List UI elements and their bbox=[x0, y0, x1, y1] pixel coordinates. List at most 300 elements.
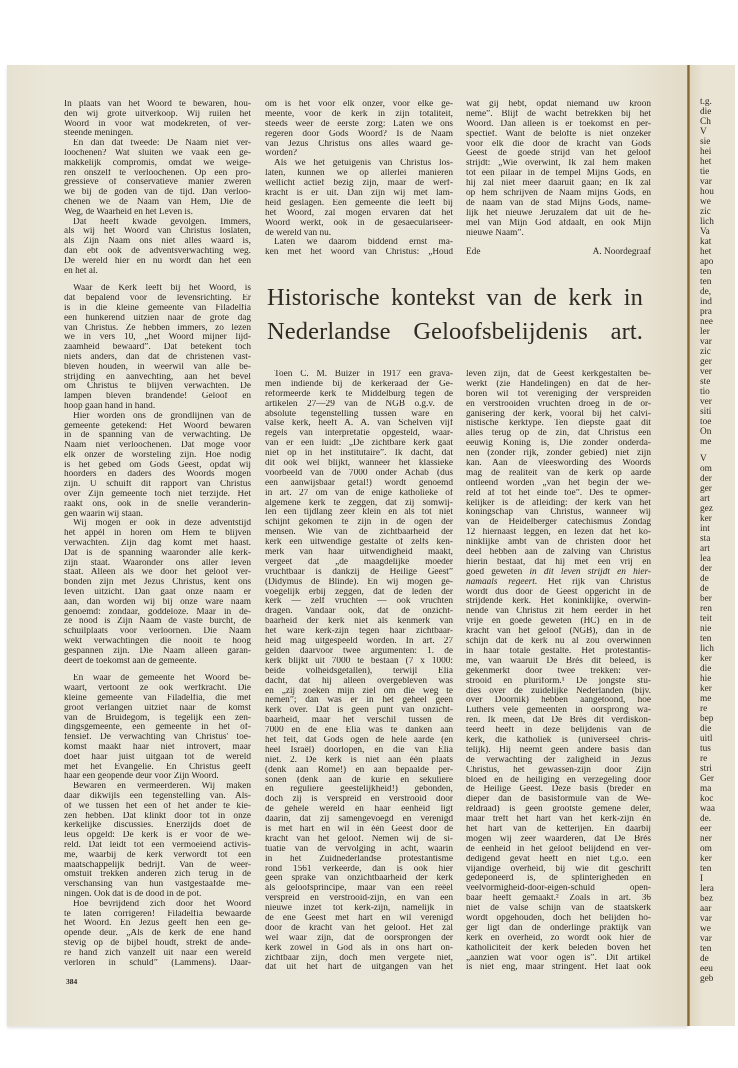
right-column-top bbox=[466, 100, 651, 238]
text-line: we bbox=[700, 197, 711, 207]
text-line: staat. Alleen als we door het geloof ver- bbox=[64, 568, 251, 578]
text-line: wordt dus door de Geest opgericht in de bbox=[466, 587, 651, 597]
text-line: het bbox=[700, 247, 712, 257]
text-line: omstuit trekken anderen zich terug in de bbox=[64, 870, 251, 880]
text-line: uitl bbox=[700, 734, 713, 744]
text-line: nistische kerktype. Ten diepste gaat dit bbox=[466, 419, 651, 429]
text-line: kracht van het geloof (NGB), dan in de bbox=[466, 627, 651, 637]
text-line: van de Bruidegom, is tegelijk een zen- bbox=[64, 713, 251, 723]
text-line: tuatie van de vervolging in acht, waarin bbox=[265, 844, 453, 854]
text-line: leus opgeld: De kerk is er voor de we- bbox=[64, 831, 251, 841]
text-line: is het gebed om Gods Geest, opdat wij bbox=[64, 460, 251, 470]
text-line: der bbox=[700, 474, 712, 484]
text-line: mag de realiteit van de kerk op aarde bbox=[466, 468, 651, 478]
text-line: lich bbox=[700, 644, 714, 654]
text-line: vrije en goede geweten (HC) en in de bbox=[466, 617, 651, 627]
text-line: reldraad) is geen grootste gemene deler, bbox=[466, 805, 651, 815]
text-line: niets anders, dan dat de christenen vast- bbox=[64, 352, 251, 362]
text-line: we bbox=[700, 924, 711, 934]
text-line: geb bbox=[700, 974, 714, 984]
article-signature bbox=[466, 247, 651, 257]
text-line: lera bbox=[700, 884, 714, 894]
text-line: Waar de Kerk leeft bij het Woord, is bbox=[73, 284, 251, 294]
text-line: Hier worden ons de grondlijnen van de bbox=[73, 411, 251, 421]
text-line bbox=[466, 568, 651, 578]
text-line: heid geslagen. Een gemeente die leeft bij bbox=[265, 198, 453, 208]
right-page-text-fragments bbox=[700, 97, 735, 984]
text-line: zic bbox=[700, 347, 711, 357]
text-line: fensief. De verwachting van Christus' toe- bbox=[64, 733, 251, 743]
text-line: in het Zuidnederlandse protestantisme bbox=[265, 854, 453, 864]
text-line: ten bbox=[700, 267, 712, 277]
text-line: art bbox=[700, 494, 710, 504]
article-title-line-1: Historische kontekst van de kerk in bbox=[267, 284, 643, 311]
paragraph bbox=[265, 159, 453, 238]
text-line: teerd heeft in deze belijdenis van de bbox=[466, 726, 651, 736]
text-line: ten bbox=[700, 944, 712, 954]
text-line: var bbox=[700, 934, 712, 944]
text-line: algemene kerk te zeggen, dat zij somwij- bbox=[265, 498, 453, 508]
text-line: gedeponeerd is, de splinterigheden en bbox=[466, 874, 651, 884]
text-line: niet de valse schijn van de staatskerk bbox=[466, 904, 651, 914]
text-line: ver bbox=[700, 397, 712, 407]
text-line: wel waar zijn, dat de oorsprongen der bbox=[265, 933, 453, 943]
text-line: deel hebben aan de zalving van Christus bbox=[466, 548, 651, 558]
text-line: chenen we de Naam van Hem, Die de bbox=[64, 197, 251, 207]
text-line bbox=[466, 578, 651, 588]
text-line: zijn. U schuift dit rapport van Christus bbox=[64, 480, 251, 490]
paragraph bbox=[466, 370, 651, 973]
text-line: raakt ons, ook in de snelle veranderin- bbox=[64, 499, 251, 509]
text-line: gen waarin wij staan. bbox=[64, 509, 143, 519]
paragraph bbox=[64, 674, 251, 782]
text-line: ker bbox=[700, 654, 712, 664]
text-line: deert de toekomst aan de gemeente. bbox=[64, 656, 197, 666]
text-line: in art. 27 om van de enige katholieke of bbox=[265, 488, 453, 498]
text-line: kleine gemeente van Filadelfia, die met bbox=[64, 694, 251, 704]
text-line: hij zal niet meer daaruit gaan; en Ik zal bbox=[466, 179, 651, 189]
text-line: verschansing van hun vastgestaafde me- bbox=[64, 880, 251, 890]
text-line: Ch bbox=[700, 117, 711, 127]
text-line: ver bbox=[700, 367, 712, 377]
text-line: ze nood is Zijn Naam de vaste burcht, de bbox=[64, 617, 251, 627]
text-line: var bbox=[700, 177, 712, 187]
text-line: me bbox=[700, 694, 712, 704]
text-line: ten bbox=[700, 864, 712, 874]
text-line: ner bbox=[700, 834, 712, 844]
text-line: strooid en pluriform.¹ De jongste stu- bbox=[466, 676, 651, 686]
paragraph bbox=[700, 454, 735, 984]
text-line: aan, dan worden wij bij onze ware naam bbox=[64, 597, 251, 607]
text-line: om Christus te blijven verwachten. De bbox=[64, 382, 251, 392]
text-line: ber bbox=[700, 594, 712, 604]
text-line: ningen. Ook dat is de dood in de pot. bbox=[64, 889, 202, 899]
text-line: voor elk die door de kracht van Gods bbox=[466, 139, 651, 149]
text-line: elk onzer de worsteling zijn. Hoe nodig bbox=[64, 450, 251, 460]
text-line: dacht, dat hij alleen overgebleven was bbox=[265, 676, 453, 686]
text-line: merk van haar uitwendigheid maakt, bbox=[265, 548, 453, 558]
text-line: toe bbox=[700, 417, 712, 427]
text-line: vijandige overheid, bij wie dit geschrift bbox=[466, 864, 651, 874]
text-line: verloren in schuld” (Lammens). Daar- bbox=[64, 958, 251, 968]
text-line: ontleend worden „van het begin der we- bbox=[466, 478, 651, 488]
text-line: de gehele wereld en haar eenheid ligt bbox=[265, 805, 453, 815]
text-line: der bbox=[700, 564, 712, 574]
text-line: ler bbox=[700, 327, 710, 337]
text-line: pra bbox=[700, 307, 712, 317]
text-line: Wij mogen er ook in deze adventstijd bbox=[73, 519, 251, 529]
text-line: ind bbox=[700, 297, 712, 307]
text-line: geen sprake van onzichtbaarheid der kerk bbox=[265, 874, 453, 884]
paragraph bbox=[466, 100, 651, 238]
text-line: 7000 en de ene Elia was te danken aan bbox=[265, 726, 453, 736]
right-page-edge bbox=[690, 65, 735, 1026]
text-segment: goed geweten bbox=[466, 567, 530, 577]
text-line: me, van waaruit De Brès dit beleed, is bbox=[466, 656, 651, 666]
text-line: dies over de zuidelijke Nederlanden (bijv. bbox=[466, 686, 651, 696]
text-line: ger bbox=[700, 357, 712, 367]
text-line: hei bbox=[700, 147, 712, 157]
text-line: waa bbox=[700, 804, 715, 814]
text-line: schijn dat de kerk nu al zou overwinnen bbox=[466, 637, 651, 647]
text-line: het appèl in horen om Hem te blijven bbox=[64, 529, 251, 539]
text-line: dat uit het hart de uitgangen van het bbox=[265, 963, 453, 973]
text-line: hierin bestaat, dat hij met een vrij en bbox=[466, 557, 651, 567]
text-line: opende deur. „Als de kerk de ene hand bbox=[64, 929, 251, 939]
text-line: alles terug op de zin, dat Christus een bbox=[466, 429, 651, 439]
text-line: (denk aan Rome!) en aan bepaalde per- bbox=[265, 765, 453, 775]
text-line: lich bbox=[700, 217, 714, 227]
text-line: over Zijn gemeente toch niet terzijde. Het bbox=[64, 490, 251, 500]
text-line: zijn staat. Waaronder ons aller leven bbox=[64, 558, 251, 568]
text-line: ker bbox=[700, 684, 712, 694]
text-line: ger bbox=[700, 484, 712, 494]
text-line: Toen C. M. Buizer in 1917 een grava- bbox=[274, 370, 453, 379]
text-line: On bbox=[700, 427, 712, 437]
text-line: ren bbox=[700, 604, 712, 614]
text-line: wellicht actief bezig zijn, maar de werf- bbox=[265, 179, 453, 189]
text-line: In plaats van het Woord te bewaren, hou- bbox=[64, 100, 251, 109]
text-line: in haar totale gestalte. Het protestantis- bbox=[466, 646, 651, 656]
text-line: mogen wij zeer waarderen, dat De Brès bbox=[466, 834, 651, 844]
text-line: Hoe bevrijdend zich door het Woord bbox=[73, 899, 251, 909]
text-line: wordt opgehouden, doch het belijden ho- bbox=[466, 913, 651, 923]
text-line: Woord. Dan alleen is er toekomst en per- bbox=[466, 119, 651, 129]
text-line: absolute tegenstelling tussen ware en bbox=[265, 409, 453, 419]
text-line: sonen (denk aan de kurie en sekuliere bbox=[265, 775, 453, 785]
text-line: ten bbox=[700, 277, 712, 287]
text-line: om bbox=[700, 844, 712, 854]
text-line: kerk, die katholiek is (universeel chris- bbox=[466, 735, 651, 745]
text-line: of we tussen het een of het ander te kie- bbox=[64, 801, 251, 811]
text-line: het hart van de ketterijen. En daarbij bbox=[466, 824, 651, 834]
text-line: kerkelijke discussies. Enerzijds doet de bbox=[64, 821, 251, 831]
text-line: als Zijn Naam ons niet alles waard is, bbox=[64, 237, 251, 247]
text-line: neme”. Blijf de wacht betrekken bij het bbox=[466, 109, 651, 119]
text-line: ken met het woord van Christus: „Houd bbox=[265, 248, 453, 258]
text-line: gemeente getekend: Het Woord bewaren bbox=[64, 421, 251, 431]
text-segment: in dit leven strijdt en hier- bbox=[529, 567, 651, 577]
text-line: daarin, dat zij samengevoegd en verenigd bbox=[265, 815, 453, 825]
signature-author: A. Noordegraaf bbox=[592, 247, 651, 257]
text-line: reld af tot het einde toe”. Des te opmer- bbox=[466, 488, 651, 498]
paragraph bbox=[64, 900, 251, 969]
text-line: ganisering der kerk, vooral bij het calvi- bbox=[466, 409, 651, 419]
signature-place: Ede bbox=[466, 247, 481, 257]
text-line: en „zij zoeken mijn ziel om die weg te bbox=[265, 686, 453, 696]
text-line: steende meningen. bbox=[64, 129, 134, 139]
text-line: gespannen zijn. Die Naam alleen garan- bbox=[64, 646, 251, 656]
text-line: hou bbox=[700, 187, 714, 197]
text-line: (Didymus de Blinde). En wij mogen ge- bbox=[265, 577, 453, 587]
text-line: rond 1561 verkeerde, dan is ook hier bbox=[265, 864, 453, 874]
text-line: hoop gaan hand in hand. bbox=[64, 401, 156, 411]
text-line: verspreid en verstrooid-zijn, en van een bbox=[265, 894, 453, 904]
paragraph bbox=[265, 238, 453, 258]
text-line: baarheid der kerk niet als kenmerk van bbox=[265, 617, 453, 627]
text-line: schuilplaats voor verloornen. Die Naam bbox=[64, 627, 251, 637]
text-line: komst maakt haar niet introvert, maar bbox=[64, 743, 251, 752]
text-line: t.g. bbox=[700, 97, 712, 107]
left-column bbox=[64, 100, 251, 968]
text-line: werkt (zie Handelingen) en dat de her- bbox=[466, 379, 651, 389]
text-line: genoemd: zondaar, goddeloze. Maar in de- bbox=[64, 607, 251, 617]
text-line: kerk zowel in God als in ons hart on- bbox=[265, 943, 453, 953]
text-line: doet haar juist uitgaan tot de wereld bbox=[64, 752, 251, 762]
text-line: baar heeft gemaakt.² Zoals in art. 36 bbox=[466, 894, 651, 904]
text-line: artikelen 27—29 van de NGB o.g.v. de bbox=[265, 399, 453, 409]
text-line: telijk). Hij neemt geen andere basis dan bbox=[466, 745, 651, 755]
paragraph bbox=[64, 782, 251, 900]
text-line: en verstrooiden vruchten droeg in de or- bbox=[466, 399, 651, 409]
text-line: koc bbox=[700, 794, 714, 804]
text-line: van Christus. Ze hebben immers, zo lezen bbox=[64, 323, 251, 333]
middle-column-top bbox=[265, 100, 453, 258]
text-line: dat bepalend voor de levensrichting. Er bbox=[64, 294, 251, 304]
text-line: gelden daarvoor twee argumenten: 1. de bbox=[265, 646, 453, 656]
text-line: op hem schrijven de Naam mijns Gods, en bbox=[466, 189, 651, 199]
text-line: lea bbox=[700, 554, 711, 564]
text-line: Bewaren en vermeerderen. Wij maken bbox=[73, 782, 251, 792]
text-line: kerk een uitwendige gestalte of zelfs ken- bbox=[265, 538, 453, 548]
text-line: de eenheid in het geloof belijdend en ver- bbox=[466, 844, 651, 854]
text-line: voegelijk erbij zeggen, dat de leden der bbox=[265, 587, 453, 597]
text-line: zic bbox=[700, 207, 711, 217]
text-line: kracht is er uit. Dan zijn wij met lam- bbox=[265, 189, 453, 199]
text-line: voorbeeld van de 7000 onder Achab (dus bbox=[265, 468, 453, 478]
text-line: ste bbox=[700, 377, 711, 387]
text-line: lijk het nieuwe Jeruzalem dat uit de he- bbox=[466, 208, 651, 218]
text-line: boren wil tot vereniging der verspreiden bbox=[466, 389, 651, 399]
text-line: van de Heidelberger catechismus Zondag bbox=[466, 518, 651, 528]
text-line: is in die kleine gemeente van Filadelfia bbox=[64, 303, 251, 313]
paragraph bbox=[64, 218, 251, 277]
text-line: Woord in voor wat modekreten, of ver- bbox=[64, 119, 251, 129]
text-line: ker bbox=[700, 514, 712, 524]
text-line: maar treft het hart van het kerk-zijn én bbox=[466, 815, 651, 825]
text-line: heel Israël) doorlopen, en die van Elia bbox=[265, 745, 453, 755]
text-line: over Doornik) hebben aangetoond, hoe bbox=[466, 696, 651, 706]
text-line: kat bbox=[700, 237, 712, 247]
text-line: gressieve of conservatieve manier zweren bbox=[64, 178, 251, 188]
text-line: gekenmerkt door twee trekken: ver- bbox=[466, 666, 651, 676]
text-line: kerk blijkt uit 7000 te bestaan (7 x 1000: bbox=[265, 656, 453, 666]
text-line: teit bbox=[700, 614, 712, 624]
text-line: mel van Mijn God afdaalt, en ook Mijn bbox=[466, 218, 651, 228]
text-line: baarheid, maar het verschil tussen de bbox=[265, 716, 453, 726]
text-line: als wij het Woord van Christus loslaten, bbox=[64, 227, 251, 237]
text-line: kerk en overheid, zo wordt ook hier de bbox=[466, 933, 651, 943]
text-line: door de kracht van het geloof. Het zal bbox=[265, 923, 453, 933]
text-line: kerk — zelf vruchten — ook vruchten bbox=[265, 597, 453, 607]
text-line: dedigend gevat heeft en niet t.g.o. een bbox=[466, 854, 651, 864]
text-line: katholiciteit der kerk beleden boven het bbox=[466, 943, 651, 953]
text-line: re hand zich vanzelf uit naar een wereld bbox=[64, 948, 251, 958]
text-line: stri bbox=[700, 764, 712, 774]
text-line: vergeet dat „de maagdelijke moeder bbox=[265, 557, 453, 567]
right-column-article bbox=[466, 370, 651, 973]
paragraph bbox=[265, 100, 453, 159]
text-line: dit ook wel blijkt, wanneer het klassieke bbox=[265, 459, 453, 469]
text-line: niet. 2. De kerk is niet aan één plaats bbox=[265, 755, 453, 765]
text-line: reformeerde kerk te Middelburg tegen de bbox=[265, 389, 453, 399]
text-line: wekt verwachtingen die nooit te hoog bbox=[64, 637, 251, 647]
text-line: siti bbox=[700, 407, 712, 417]
text-line: het bbox=[700, 157, 712, 167]
text-line: de bbox=[700, 574, 709, 584]
text-line: mensen. Wie van de zichtbaarheid der bbox=[265, 528, 453, 538]
text-line: kan. Aan de vleeswording des Woords bbox=[466, 459, 651, 469]
text-line: strijdt: „Wie overwint, Ik zal hem maken bbox=[466, 159, 651, 169]
text-line: de, bbox=[700, 287, 712, 297]
text-line: Dat is de spanning waaronder alle kerk- bbox=[64, 548, 251, 558]
text-line: En waar de gemeente het Woord be- bbox=[73, 674, 251, 684]
text-line: tie bbox=[700, 167, 710, 177]
text-line: Laten we daarom biddend ernst ma- bbox=[274, 238, 453, 248]
text-line: Ger bbox=[700, 774, 714, 784]
text-line: meente, voor de kerk in zijn totaliteit, bbox=[265, 109, 453, 119]
text-line: ten bbox=[700, 634, 712, 644]
text-line: art bbox=[700, 544, 710, 554]
text-line: als geloofsprincipe, maar van een reëel bbox=[265, 884, 453, 894]
text-line: die bbox=[700, 107, 712, 117]
text-line: tus bbox=[700, 744, 711, 754]
text-line: bleven houden, in weerwil van alle be- bbox=[64, 362, 251, 372]
text-line: dieper dan de basisformule van de We- bbox=[466, 795, 651, 805]
text-line: het feit, dat Gods ogen de hele aarde (en bbox=[265, 735, 453, 745]
text-line: stevig op de bijbel houdt, strekt de ande- bbox=[64, 938, 251, 948]
text-line: eeuwig Koning is, Die zonder onderda- bbox=[466, 439, 651, 449]
text-line: in de spanning van de verwachting. De bbox=[64, 431, 251, 441]
text-line: heid mag uitgespeeld worden. In art. 27 bbox=[265, 637, 453, 647]
text-line: die bbox=[700, 664, 712, 674]
text-line: Weg, de Waarheid en het Leven is. bbox=[64, 207, 193, 217]
text-line: re bbox=[700, 704, 708, 714]
text-line: eeu bbox=[700, 964, 713, 974]
text-line: Luthers vele gemeenten in oorsprong wa- bbox=[466, 706, 651, 716]
text-line: is met hart en wil in één Geest door de bbox=[265, 824, 453, 834]
text-line: loochenen? Wat sluiten we vaak een ge- bbox=[64, 148, 251, 158]
text-line: een aanwijsbaar getal!) wordt genoemd bbox=[265, 478, 453, 488]
text-line: waart, vertoont ze ook werfkracht. Die bbox=[64, 684, 251, 694]
text-line: de bbox=[700, 584, 709, 594]
paragraph bbox=[64, 284, 251, 411]
text-line: bloed en de heiliging en verzegeling door bbox=[466, 775, 651, 785]
text-line: lampen bleven brandende! Geloof en bbox=[64, 392, 251, 402]
text-line: kracht van het geloof. Nemen wij de si- bbox=[265, 834, 453, 844]
text-line: beide volheidsgetallen), terwijl Elia bbox=[265, 666, 453, 676]
text-line: groot verlangen uitziet naar de komst bbox=[64, 703, 251, 713]
text-line: zen hebben. Dat klinkt door tot in onze bbox=[64, 811, 251, 821]
text-line: regels van interpretatie opgesteld, waar- bbox=[265, 429, 453, 439]
text-line: reld. Dat leidt tot een vermoeiend activis- bbox=[64, 840, 251, 850]
text-line: bonden zijn met Jezus Christus, kent ons bbox=[64, 578, 251, 588]
text-line: worden? bbox=[265, 149, 298, 159]
text-line: nie bbox=[700, 624, 712, 634]
text-line: eer bbox=[700, 824, 712, 834]
text-line: om bbox=[700, 464, 712, 474]
text-line: Woord werkt, ook in de gesaeculariseer- bbox=[265, 218, 453, 228]
text-line: de ene Geest met hart en wil verenigd bbox=[265, 913, 453, 923]
paragraph bbox=[700, 97, 735, 447]
text-line: ma bbox=[700, 784, 712, 794]
text-line: zaamheid bewaard”. Dat betekent toch bbox=[64, 343, 251, 353]
text-line: is niet eng, maar stringent. Het laat ook bbox=[466, 963, 651, 973]
text-segment: . Het rijk van Christus bbox=[534, 577, 651, 587]
text-line: dragen. Vandaar ook, dat de onzicht- bbox=[265, 607, 453, 617]
text-line: Va bbox=[700, 227, 710, 237]
text-line: De wereld hier en nu wordt dan het een bbox=[64, 256, 251, 266]
text-line: int bbox=[700, 524, 710, 534]
text-line: valse kerk, heeft A. A. van Schelven vijf bbox=[265, 419, 453, 429]
paragraph bbox=[64, 139, 251, 217]
text-line: kelijker is de afleiding: der kerk van het bbox=[466, 498, 651, 508]
text-line: nee bbox=[700, 317, 713, 327]
text-line: gez bbox=[700, 504, 713, 514]
text-line: zichtbaar zijn, doch men vergete niet, bbox=[265, 953, 453, 963]
text-line: schijnt gekomen te zijn in de ogen der bbox=[265, 518, 453, 528]
text-line: bez bbox=[700, 894, 713, 904]
text-line: nieuwe inzet tot kerk-zijn, namelijk in bbox=[265, 904, 453, 914]
text-line: nemen”; dan was er in het geheel geen bbox=[265, 696, 453, 706]
text-line: steeds weer de eerste zorg: Laten we ons bbox=[265, 119, 453, 129]
text-line: 12 hiernaast leggen, en lezen dat het ko- bbox=[466, 528, 651, 538]
text-line: van er een luidt: „De zichtbare kerk gaat bbox=[265, 439, 453, 449]
text-line: het Woord, zal mogen ervaren dat het bbox=[265, 208, 453, 218]
text-line: nieuwe Naam”. bbox=[466, 228, 524, 238]
text-line: verwachten. Zijn dag komt met haast. bbox=[64, 539, 251, 549]
text-line: een hunkerend uitzien naar de grote dag bbox=[64, 313, 251, 323]
article-title bbox=[267, 281, 643, 349]
text-line: var bbox=[700, 337, 712, 347]
text-line: leven uitzicht. Dan gaat onze naam er bbox=[64, 588, 251, 598]
text-line: de verwachting der zaligheid in Jezus bbox=[466, 755, 651, 765]
text-line: sie bbox=[700, 137, 711, 147]
text-line: maatschappelijk bedrijf. Van de weer- bbox=[64, 860, 251, 870]
text-line: ninklijke ambt van de christen door het bbox=[466, 538, 651, 548]
text-line: van Jezus Christus ons alles waard ge- bbox=[265, 139, 453, 149]
text-line: wat gij hebt, opdat niemand uw kroon bbox=[466, 100, 651, 109]
text-line: tot een pilaar in de tempel Mijns Gods, en bbox=[466, 169, 651, 179]
text-line: makkelijk compromis, omdat we weige- bbox=[64, 158, 251, 168]
text-line: we bij de goden van de tijd. Dan verloo- bbox=[64, 188, 251, 198]
text-line: ker bbox=[700, 854, 712, 864]
text-line: spectief. Want de belofte is niet onzeker bbox=[466, 129, 651, 139]
text-line: V bbox=[700, 454, 707, 464]
text-line: Als we het getuigenis van Christus los- bbox=[274, 159, 453, 169]
article-title-line-2: Nederlandse Geloofsbelijdenis art. bbox=[267, 318, 643, 345]
text-line: vruchtbaar is dankzij de Heilige Geest” bbox=[265, 567, 453, 577]
